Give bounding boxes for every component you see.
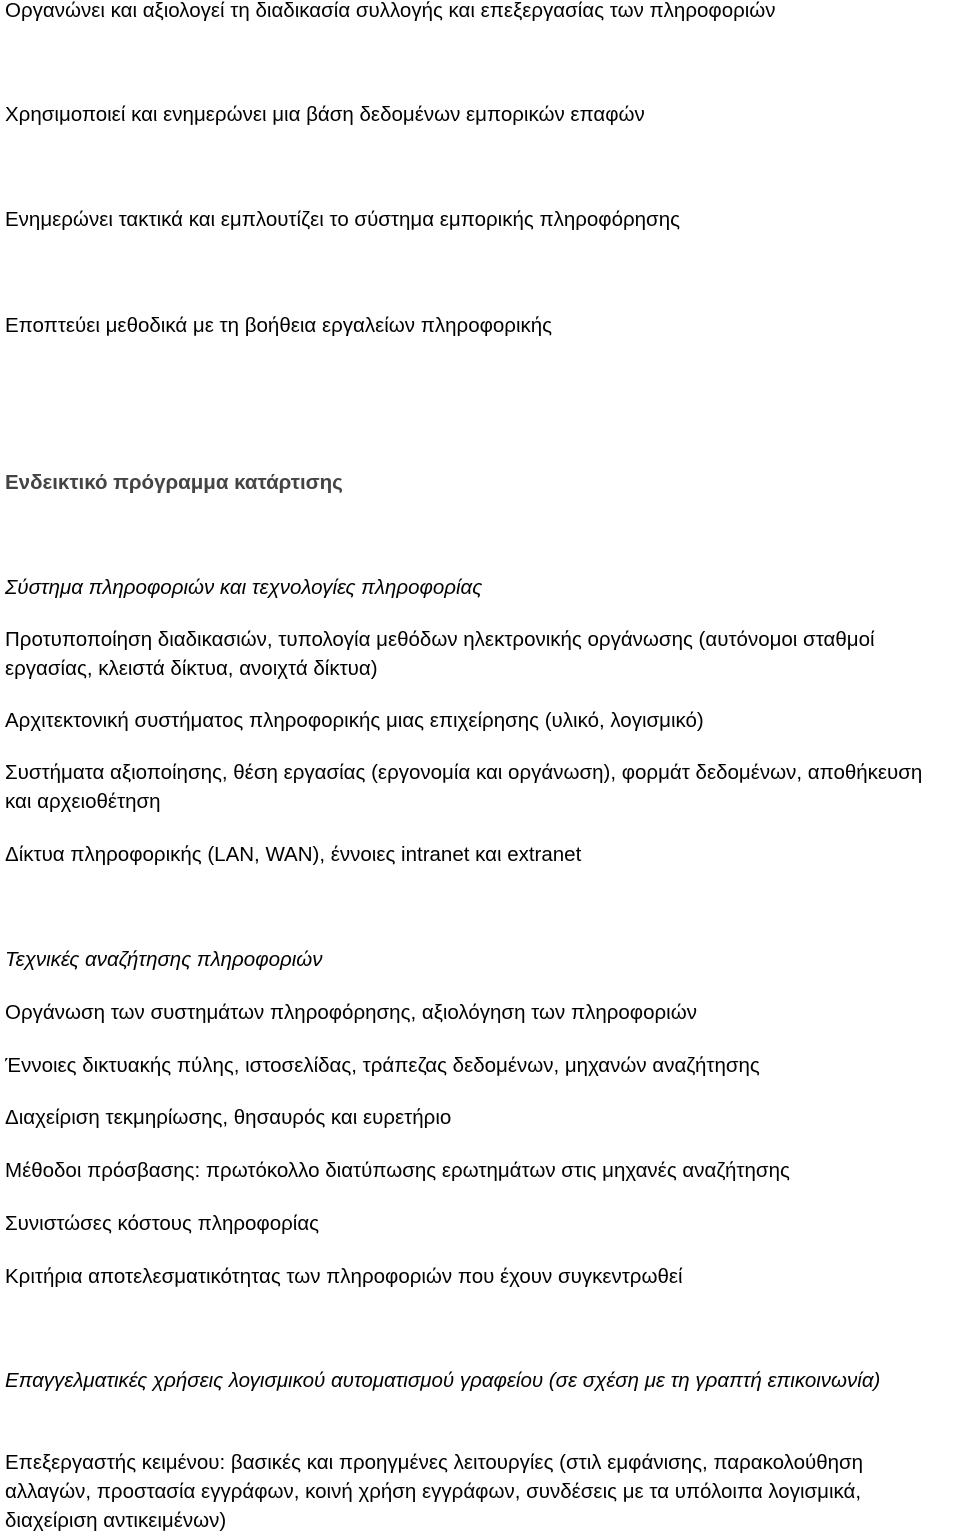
- intro-item: Ενημερώνει τακτικά και εμπλουτίζει το σύστημα εμπορικής πληροφόρησης: [5, 208, 680, 231]
- program-title: Ενδεικτικό πρόγραμμα κατάρτισης: [5, 471, 343, 494]
- section-item: Επεξεργαστής κειμένου: βασικές και προηγμένες λειτουργίες (στιλ εμφάνισης, παρακολούθηση αλλαγών, προστασία εγγράφων, κοινή χρήση εγγράφων, συνδέσεις με τα υπόλοιπα λογισμικά, διαχείριση αντικειμένων): [5, 1451, 864, 1532]
- section-item: Συστήματα αξιοποίησης, θέση εργασίας (εργονομία και οργάνωση), φορμάτ δεδομένων, αποθήκευση και αρχειοθέτηση: [5, 761, 923, 813]
- section-item: Συνιστώσες κόστους πληροφορίας: [5, 1212, 320, 1235]
- section-item: Προτυποποίηση διαδικασιών, τυπολογία μεθόδων ηλεκτρονικής οργάνωσης (αυτόνομοι σταθμοί εργασίας, κλειστά δίκτυα, ανοιχτά δίκτυα): [5, 628, 875, 680]
- section-title: Επαγγελματικές χρήσεις λογισμικού αυτοματισμού γραφείου (σε σχέση με τη γραπτή επικοινωνία): [5, 1369, 881, 1392]
- section-item: Κριτήρια αποτελεσματικότητας των πληροφοριών που έχουν συγκεντρωθεί: [5, 1265, 683, 1288]
- section-title: Σύστημα πληροφοριών και τεχνολογίες πληροφορίας: [5, 576, 483, 599]
- section-item: Έννοιες δικτυακής πύλης, ιστοσελίδας, τράπεζας δεδομένων, μηχανών αναζήτησης: [5, 1054, 760, 1077]
- section-item: Μέθοδοι πρόσβασης: πρωτόκολλο διατύπωσης ερωτημάτων στις μηχανές αναζήτησης: [5, 1159, 790, 1182]
- intro-item: Οργανώνει και αξιολογεί τη διαδικασία συλλογής και επεξεργασίας των πληροφοριών: [5, 0, 776, 22]
- intro-item: Εποπτεύει μεθοδικά με τη βοήθεια εργαλείων πληροφορικής: [5, 314, 553, 337]
- section-item: Δίκτυα πληροφορικής (LAN, WAN), έννοιες intranet και extranet: [5, 843, 582, 866]
- section-item: Αρχιτεκτονική συστήματος πληροφορικής μιας επιχείρησης (υλικό, λογισμικό): [5, 709, 704, 732]
- section-title: Τεχνικές αναζήτησης πληροφοριών: [5, 948, 323, 971]
- intro-item: Χρησιμοποιεί και ενημερώνει μια βάση δεδομένων εμπορικών επαφών: [5, 103, 645, 126]
- section-item: Διαχείριση τεκμηρίωσης, θησαυρός και ευρετήριο: [5, 1106, 452, 1129]
- section-item: Οργάνωση των συστημάτων πληροφόρησης, αξιολόγηση των πληροφοριών: [5, 1001, 697, 1024]
